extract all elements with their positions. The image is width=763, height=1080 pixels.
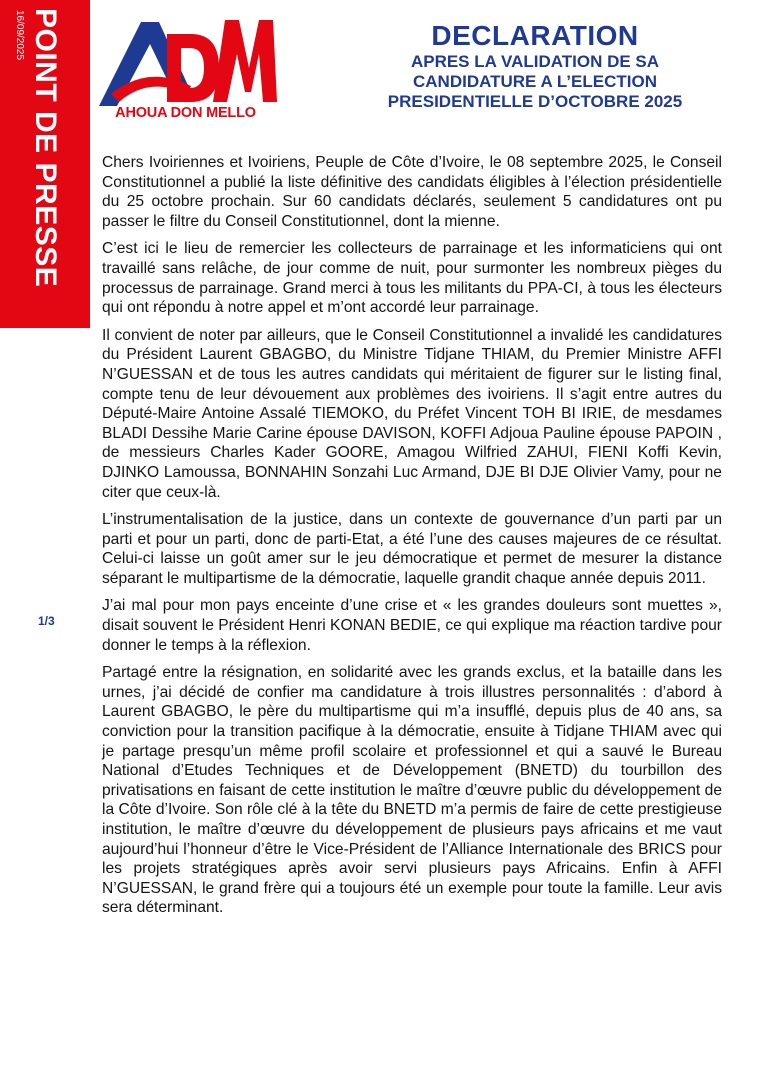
subtitle-line: APRES LA VALIDATION DE SA xyxy=(410,52,660,71)
press-date: 16/09/2025 xyxy=(14,10,25,61)
logo-subtitle: AHOUA DON MELLO xyxy=(115,105,256,121)
logo-letter-d xyxy=(167,34,219,102)
paragraph: L’instrumentalisation de la justice, dans un contexte de gouvernance d’un parti par un parti et pour un parti, donc de parti-Etat, a été l’une des causes majeures de ce résultat. Celui-ci laisse un goût amer sur le jeu démocratique et permet de mesurer la distance séparant le multipartisme de la démocratie, laquelle grandit chaque année depuis 2011. xyxy=(102,511,722,587)
point-de-presse-title: POINT DE PRESSE xyxy=(29,8,62,288)
subtitle-line: CANDIDATURE A L’ELECTION xyxy=(413,72,657,91)
page-number: 1/3 xyxy=(38,614,55,628)
paragraph: Chers Ivoiriennes et Ivoiriens, Peuple de Côte d’Ivoire, le 08 septembre 2025, le Conseil Constitutionnel a publié la liste définitive des candidats éligibles à l’élection présidentielle du 25 octobre prochain. Sur 60 candidats déclarés, seulement 5 candidatures ont pu passer le filtre du Conseil Constitutionnel, dont la mienne. xyxy=(102,154,722,230)
declaration-body xyxy=(102,153,722,926)
paragraph: Partagé entre la résignation, en solidarité avec les grands exclus, et la bataille dans les urnes, j’ai décidé de confier ma candidature à trois illustres personnalités : d’abord à Laurent GBAGBO, le père du multipartisme qui m’a insufflé, depuis plus de 40 ans, sa conviction pour la transition pacifique à la démocratie, ensuite à Tidjane THIAM avec qui je partage presqu’un même profil scolaire et professionnel et qui a sauvé le Bureau National d’Etudes Techniques et de Développement (BNETD) du tourbillon des privatisations en faisant de cette institution le maître d’œuvre public du développement de la Côte d’Ivoire. Son rôle clé à la tête du BNETD m’a permis de faire de cette prestigieuse institution, le maître d’œuvre du développement de plusieurs pays africains et me vaut aujourd’hui l’honneur d’être le Vice-Président de l’Alliance Internationale des BRICS pour les projets stratégiques après avoir servi plusieurs pays Africains. Enfin à AFFI N’GUESSAN, le grand frère qui a toujours été un exemple pour toute la famille. Leur avis sera déterminant. xyxy=(102,664,722,917)
logo-letter-m xyxy=(213,20,277,102)
subtitle-line: PRESIDENTIELLE D’OCTOBRE 2025 xyxy=(387,92,683,111)
paragraph: J’ai mal pour mon pays enceinte d’une crise et « les grandes douleurs sont muettes », disait souvent le Président Henri KONAN BEDIE, ce qui explique ma réaction tardive pour donner le temps à la réflexion. xyxy=(102,597,722,654)
declaration-title: DECLARATION xyxy=(431,20,639,51)
sidebar-banner xyxy=(0,0,90,328)
document-heading xyxy=(330,20,740,112)
paragraph: C’est ici le lieu de remercier les collecteurs de parrainage et les informaticiens qui ont travaillé sans relâche, de jour comme de nuit, pour surmonter les nombreux pièges du processus de parrainage. Grand merci à tous les militants du PPA-CI, à tous les électeurs qui ont répondu à notre appel et m’ont accordé leur parrainage. xyxy=(102,240,722,317)
paragraph: Il convient de noter par ailleurs, que le Conseil Constitutionnel a invalidé les candidatures du Président Laurent GBAGBO, du Ministre Tidjane THIAM, du Premier Ministre AFFI N’GUESSAN et de tous les autres candidats qui méritaient de figurer sur le listing final, compte tenu de leur dévouement aux problèmes des ivoiriens. Il s’agit entre autres du Député-Maire Antoine Assalé TIEMOKO, du Préfet Vincent TOH BI IRIE, de mesdames BLADI Dessihe Marie Carine épouse DAVISON, KOFFI Adjoua Pauline épouse PAPOIN , de messieurs Charles Kader GOORE, Amagou Wilfried ZAHUI, FIENI Koffi Kevin, DJINKO Lamoussa, BONNAHIN Sonzahi Luc Armand, DJE BI DJE Olivier Vamy, pour ne citer que ceux-là. xyxy=(102,326,722,501)
